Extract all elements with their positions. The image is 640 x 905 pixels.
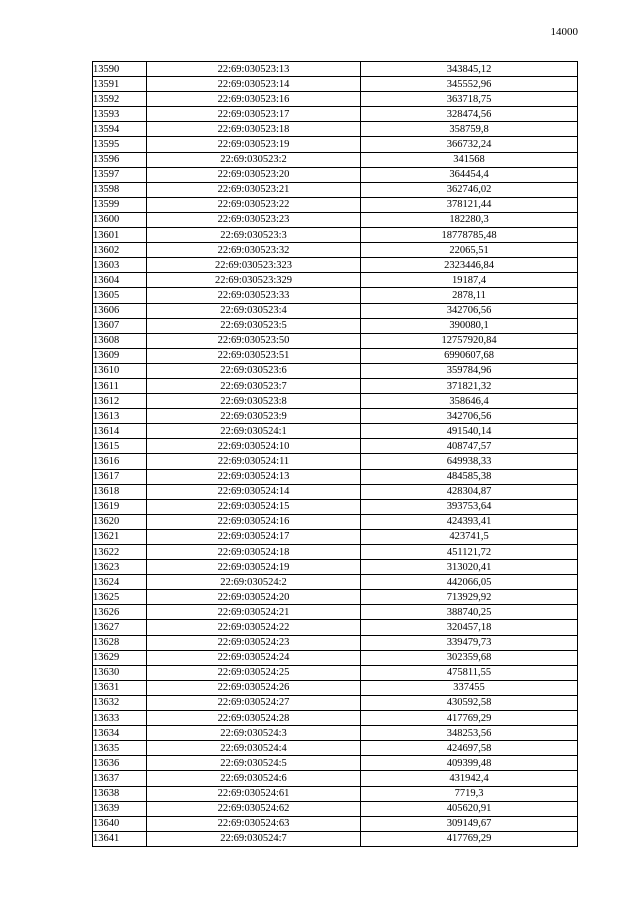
cadastral-number-cell: 22:69:030523:7 <box>147 378 361 393</box>
table-row <box>93 454 578 469</box>
cadastral-number-cell: 22:69:030524:24 <box>147 650 361 665</box>
page-number: 14000 <box>550 26 578 38</box>
cadastral-value-cell: 423741,5 <box>361 529 578 544</box>
row-number-cell: 13608 <box>93 333 147 348</box>
row-number-cell: 13607 <box>93 318 147 333</box>
row-number-cell: 13612 <box>93 394 147 409</box>
row-number-cell: 13611 <box>93 378 147 393</box>
row-number-cell: 13638 <box>93 786 147 801</box>
cadastral-value-cell: 18778785,48 <box>361 228 578 243</box>
cadastral-number-cell: 22:69:030524:16 <box>147 514 361 529</box>
cadastral-number-cell: 22:69:030524:6 <box>147 771 361 786</box>
row-number-cell: 13628 <box>93 635 147 650</box>
row-number-cell: 13592 <box>93 92 147 107</box>
cadastral-value-cell: 342706,56 <box>361 409 578 424</box>
cadastral-value-cell: 313020,41 <box>361 560 578 575</box>
table-row <box>93 620 578 635</box>
table-row <box>93 786 578 801</box>
cadastral-number-cell: 22:69:030523:323 <box>147 258 361 273</box>
table-row <box>93 258 578 273</box>
cadastral-number-cell: 22:69:030523:5 <box>147 318 361 333</box>
cadastral-value-cell: 19187,4 <box>361 273 578 288</box>
row-number-cell: 13631 <box>93 680 147 695</box>
table-row <box>93 816 578 831</box>
cadastral-number-cell: 22:69:030523:19 <box>147 137 361 152</box>
row-number-cell: 13604 <box>93 273 147 288</box>
cadastral-number-cell: 22:69:030524:21 <box>147 605 361 620</box>
cadastral-value-cell: 2323446,84 <box>361 258 578 273</box>
table-row <box>93 182 578 197</box>
cadastral-value-cell: 341568 <box>361 152 578 167</box>
cadastral-value-cell: 417769,29 <box>361 711 578 726</box>
cadastral-number-cell: 22:69:030523:51 <box>147 348 361 363</box>
cadastral-value-cell: 713929,92 <box>361 590 578 605</box>
row-number-cell: 13619 <box>93 499 147 514</box>
cadastral-value-cell: 328474,56 <box>361 107 578 122</box>
cadastral-value-cell: 442066,05 <box>361 575 578 590</box>
cadastral-number-cell: 22:69:030524:63 <box>147 816 361 831</box>
row-number-cell: 13610 <box>93 363 147 378</box>
table-row <box>93 635 578 650</box>
cadastral-value-cell: 475811,55 <box>361 665 578 680</box>
cadastral-number-cell: 22:69:030524:26 <box>147 680 361 695</box>
cadastral-value-cell: 408747,57 <box>361 439 578 454</box>
row-number-cell: 13636 <box>93 756 147 771</box>
row-number-cell: 13599 <box>93 197 147 212</box>
row-number-cell: 13590 <box>93 62 147 77</box>
row-number-cell: 13601 <box>93 228 147 243</box>
cadastral-value-cell: 409399,48 <box>361 756 578 771</box>
row-number-cell: 13620 <box>93 514 147 529</box>
table-row <box>93 575 578 590</box>
cadastral-number-cell: 22:69:030524:19 <box>147 560 361 575</box>
cadastral-number-cell: 22:69:030524:27 <box>147 695 361 710</box>
cadastral-number-cell: 22:69:030524:1 <box>147 424 361 439</box>
cadastral-number-cell: 22:69:030524:14 <box>147 484 361 499</box>
cadastral-value-cell: 364454,4 <box>361 167 578 182</box>
cadastral-number-cell: 22:69:030524:4 <box>147 741 361 756</box>
cadastral-number-cell: 22:69:030524:61 <box>147 786 361 801</box>
cadastral-number-cell: 22:69:030524:11 <box>147 454 361 469</box>
row-number-cell: 13609 <box>93 348 147 363</box>
row-number-cell: 13614 <box>93 424 147 439</box>
table-row <box>93 333 578 348</box>
cadastral-number-cell: 22:69:030524:10 <box>147 439 361 454</box>
table-row <box>93 273 578 288</box>
row-number-cell: 13625 <box>93 590 147 605</box>
table-row <box>93 378 578 393</box>
row-number-cell: 13629 <box>93 650 147 665</box>
cadastral-number-cell: 22:69:030523:2 <box>147 152 361 167</box>
row-number-cell: 13639 <box>93 801 147 816</box>
cadastral-value-table <box>92 61 578 847</box>
row-number-cell: 13600 <box>93 212 147 227</box>
table-row <box>93 439 578 454</box>
cadastral-number-cell: 22:69:030523:16 <box>147 92 361 107</box>
row-number-cell: 13598 <box>93 182 147 197</box>
row-number-cell: 13605 <box>93 288 147 303</box>
cadastral-value-cell: 649938,33 <box>361 454 578 469</box>
table-row <box>93 469 578 484</box>
table-row <box>93 92 578 107</box>
row-number-cell: 13617 <box>93 469 147 484</box>
table-row <box>93 831 578 846</box>
row-number-cell: 13597 <box>93 167 147 182</box>
table-row <box>93 243 578 258</box>
row-number-cell: 13606 <box>93 303 147 318</box>
table-row <box>93 605 578 620</box>
row-number-cell: 13616 <box>93 454 147 469</box>
row-number-cell: 13621 <box>93 529 147 544</box>
table-row <box>93 801 578 816</box>
cadastral-value-cell: 182280,3 <box>361 212 578 227</box>
table-row <box>93 318 578 333</box>
table-row <box>93 107 578 122</box>
cadastral-value-cell: 343845,12 <box>361 62 578 77</box>
table-row <box>93 394 578 409</box>
table-row <box>93 695 578 710</box>
cadastral-value-cell: 6990607,68 <box>361 348 578 363</box>
cadastral-number-cell: 22:69:030523:9 <box>147 409 361 424</box>
row-number-cell: 13641 <box>93 831 147 846</box>
cadastral-value-cell: 342706,56 <box>361 303 578 318</box>
cadastral-number-cell: 22:69:030523:17 <box>147 107 361 122</box>
cadastral-number-cell: 22:69:030523:14 <box>147 77 361 92</box>
row-number-cell: 13618 <box>93 484 147 499</box>
table-row <box>93 560 578 575</box>
table-row <box>93 590 578 605</box>
row-number-cell: 13613 <box>93 409 147 424</box>
cadastral-number-cell: 22:69:030524:5 <box>147 756 361 771</box>
cadastral-number-cell: 22:69:030523:6 <box>147 363 361 378</box>
row-number-cell: 13632 <box>93 695 147 710</box>
table-row <box>93 756 578 771</box>
row-number-cell: 13637 <box>93 771 147 786</box>
cadastral-number-cell: 22:69:030524:15 <box>147 499 361 514</box>
cadastral-value-cell: 393753,64 <box>361 499 578 514</box>
row-number-cell: 13630 <box>93 665 147 680</box>
cadastral-number-cell: 22:69:030523:3 <box>147 228 361 243</box>
cadastral-value-cell: 345552,96 <box>361 77 578 92</box>
cadastral-number-cell: 22:69:030524:25 <box>147 665 361 680</box>
row-number-cell: 13623 <box>93 560 147 575</box>
table-row <box>93 167 578 182</box>
cadastral-number-cell: 22:69:030523:23 <box>147 212 361 227</box>
cadastral-value-cell: 358759,8 <box>361 122 578 137</box>
row-number-cell: 13627 <box>93 620 147 635</box>
cadastral-number-cell: 22:69:030523:32 <box>147 243 361 258</box>
cadastral-value-cell: 337455 <box>361 680 578 695</box>
cadastral-value-cell: 405620,91 <box>361 801 578 816</box>
cadastral-value-cell: 348253,56 <box>361 726 578 741</box>
table-row <box>93 711 578 726</box>
table-row <box>93 228 578 243</box>
cadastral-number-cell: 22:69:030523:21 <box>147 182 361 197</box>
row-number-cell: 13593 <box>93 107 147 122</box>
cadastral-number-cell: 22:69:030523:329 <box>147 273 361 288</box>
row-number-cell: 13635 <box>93 741 147 756</box>
cadastral-number-cell: 22:69:030524:23 <box>147 635 361 650</box>
cadastral-value-cell: 366732,24 <box>361 137 578 152</box>
cadastral-value-cell: 302359,68 <box>361 650 578 665</box>
table-row <box>93 212 578 227</box>
cadastral-number-cell: 22:69:030524:28 <box>147 711 361 726</box>
table-row <box>93 348 578 363</box>
cadastral-value-cell: 431942,4 <box>361 771 578 786</box>
cadastral-number-cell: 22:69:030523:33 <box>147 288 361 303</box>
row-number-cell: 13626 <box>93 605 147 620</box>
cadastral-value-cell: 362746,02 <box>361 182 578 197</box>
cadastral-number-cell: 22:69:030524:22 <box>147 620 361 635</box>
cadastral-value-cell: 378121,44 <box>361 197 578 212</box>
table-row <box>93 529 578 544</box>
cadastral-value-cell: 358646,4 <box>361 394 578 409</box>
cadastral-value-cell: 7719,3 <box>361 786 578 801</box>
table-row <box>93 303 578 318</box>
row-number-cell: 13595 <box>93 137 147 152</box>
cadastral-number-cell: 22:69:030524:2 <box>147 575 361 590</box>
cadastral-number-cell: 22:69:030523:22 <box>147 197 361 212</box>
cadastral-number-cell: 22:69:030523:50 <box>147 333 361 348</box>
cadastral-number-cell: 22:69:030523:20 <box>147 167 361 182</box>
row-number-cell: 13622 <box>93 545 147 560</box>
cadastral-value-cell: 424697,58 <box>361 741 578 756</box>
cadastral-value-cell: 484585,38 <box>361 469 578 484</box>
cadastral-number-cell: 22:69:030523:8 <box>147 394 361 409</box>
cadastral-value-cell: 371821,32 <box>361 378 578 393</box>
cadastral-value-cell: 430592,58 <box>361 695 578 710</box>
table-row <box>93 680 578 695</box>
table-row <box>93 741 578 756</box>
row-number-cell: 13596 <box>93 152 147 167</box>
table-row <box>93 152 578 167</box>
row-number-cell: 13634 <box>93 726 147 741</box>
table-row <box>93 514 578 529</box>
table-row <box>93 137 578 152</box>
table-row <box>93 771 578 786</box>
table-row <box>93 288 578 303</box>
cadastral-value-cell: 339479,73 <box>361 635 578 650</box>
cadastral-value-cell: 359784,96 <box>361 363 578 378</box>
table-row <box>93 363 578 378</box>
table-row <box>93 122 578 137</box>
row-number-cell: 13591 <box>93 77 147 92</box>
cadastral-number-cell: 22:69:030524:13 <box>147 469 361 484</box>
table-row <box>93 484 578 499</box>
cadastral-number-cell: 22:69:030523:13 <box>147 62 361 77</box>
cadastral-value-cell: 388740,25 <box>361 605 578 620</box>
table-row <box>93 545 578 560</box>
table-row <box>93 726 578 741</box>
cadastral-number-cell: 22:69:030523:4 <box>147 303 361 318</box>
cadastral-value-cell: 2878,11 <box>361 288 578 303</box>
cadastral-value-cell: 390080,1 <box>361 318 578 333</box>
cadastral-number-cell: 22:69:030524:62 <box>147 801 361 816</box>
cadastral-number-cell: 22:69:030524:20 <box>147 590 361 605</box>
table-row <box>93 499 578 514</box>
row-number-cell: 13615 <box>93 439 147 454</box>
row-number-cell: 13640 <box>93 816 147 831</box>
table-row <box>93 197 578 212</box>
table-row <box>93 409 578 424</box>
row-number-cell: 13633 <box>93 711 147 726</box>
table-row <box>93 665 578 680</box>
table-row <box>93 77 578 92</box>
cadastral-value-cell: 320457,18 <box>361 620 578 635</box>
cadastral-number-cell: 22:69:030524:18 <box>147 545 361 560</box>
cadastral-number-cell: 22:69:030524:17 <box>147 529 361 544</box>
cadastral-value-cell: 417769,29 <box>361 831 578 846</box>
table-row <box>93 650 578 665</box>
row-number-cell: 13594 <box>93 122 147 137</box>
cadastral-value-cell: 309149,67 <box>361 816 578 831</box>
table-body <box>93 62 578 847</box>
cadastral-value-cell: 22065,51 <box>361 243 578 258</box>
cadastral-value-cell: 363718,75 <box>361 92 578 107</box>
cadastral-value-cell: 12757920,84 <box>361 333 578 348</box>
table-row <box>93 62 578 77</box>
cadastral-value-cell: 491540,14 <box>361 424 578 439</box>
cadastral-value-cell: 428304,87 <box>361 484 578 499</box>
row-number-cell: 13603 <box>93 258 147 273</box>
row-number-cell: 13624 <box>93 575 147 590</box>
cadastral-number-cell: 22:69:030524:7 <box>147 831 361 846</box>
cadastral-value-cell: 424393,41 <box>361 514 578 529</box>
cadastral-value-cell: 451121,72 <box>361 545 578 560</box>
cadastral-number-cell: 22:69:030524:3 <box>147 726 361 741</box>
cadastral-number-cell: 22:69:030523:18 <box>147 122 361 137</box>
row-number-cell: 13602 <box>93 243 147 258</box>
table-row <box>93 424 578 439</box>
